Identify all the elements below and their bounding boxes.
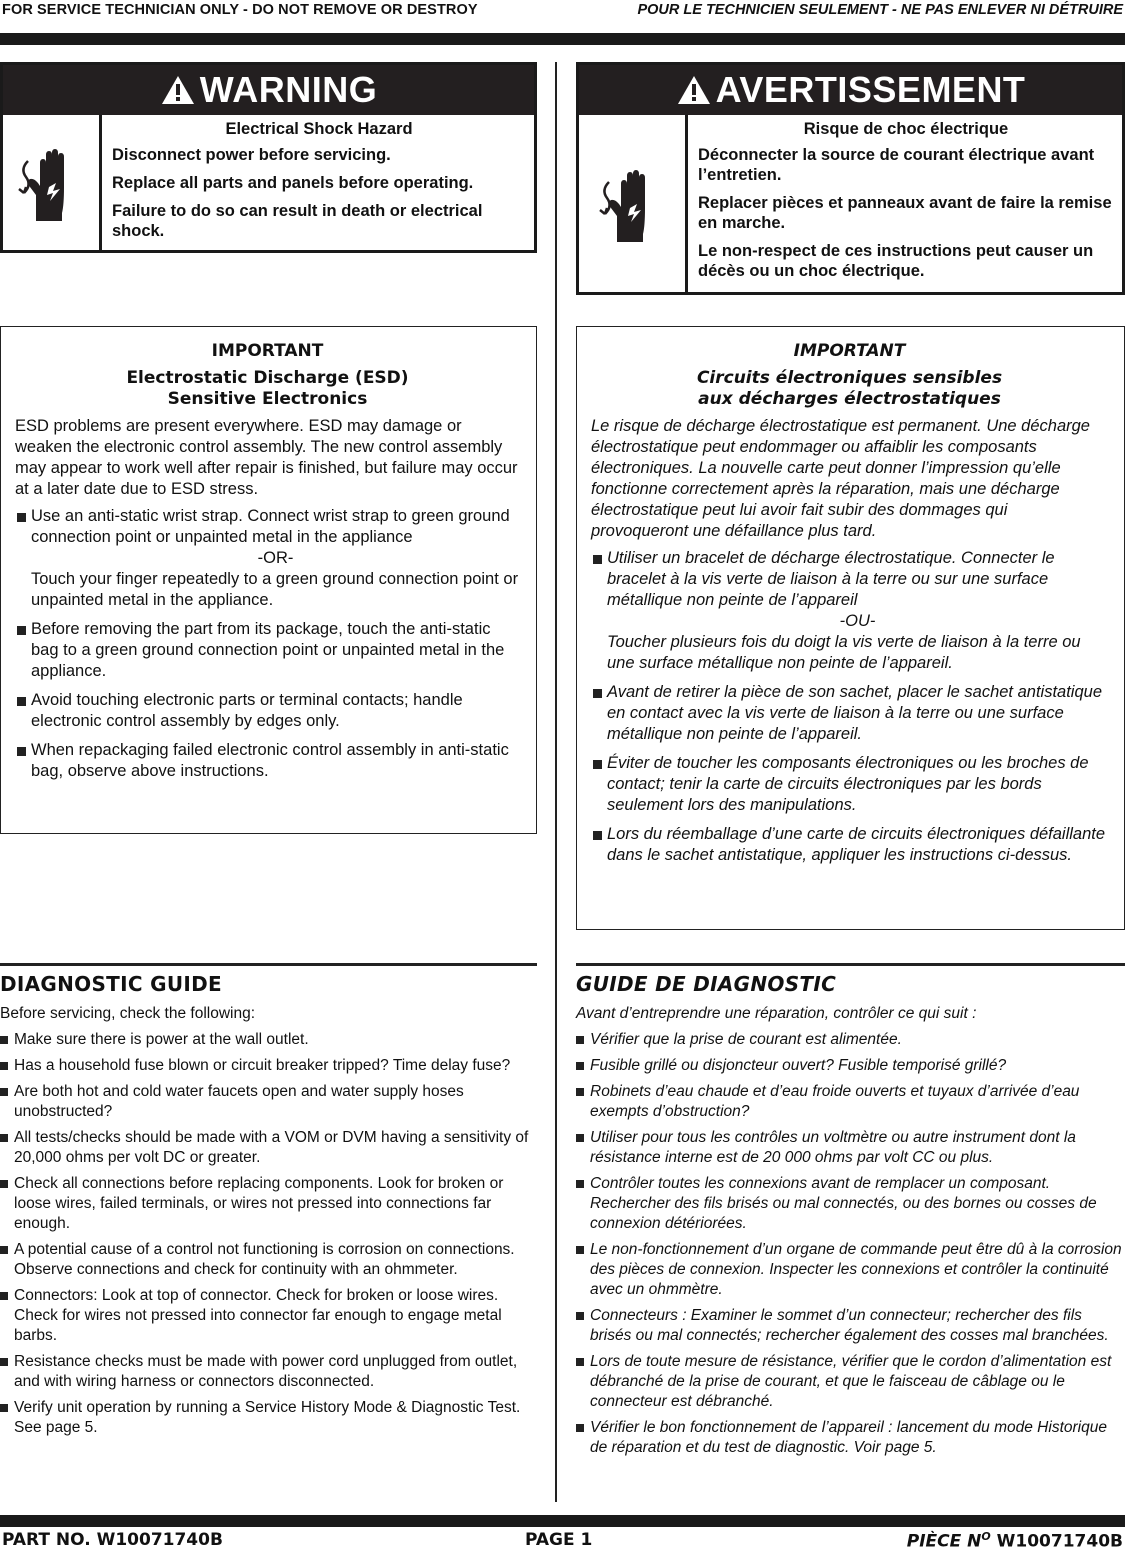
diagnostic-guide-fr [576, 963, 1125, 1464]
important-subtitle-1-fr: Circuits électroniques sensibles [696, 368, 1003, 388]
esd-bullet-3: Avoid touching electronic parts or terminal contacts; handle electronic control assembly by edges only. [15, 690, 520, 732]
footer-rule [0, 1515, 1125, 1527]
diag-item-fr: Utiliser pour tous les contrôles un voltmètre ou autre instrument dont la résistance interne est de 20 000 ohms par volt CC ou plus. [576, 1128, 1125, 1168]
diag-item: Connectors: Look at top of connector. Check for broken or loose wires. Check for wires not pressed into connector far enough to engage metal barbs. [0, 1286, 537, 1346]
part-number: PART NO. W10071740B [2, 1530, 223, 1550]
diagnostic-guide-title: DIAGNOSTIC GUIDE [0, 972, 222, 996]
electric-shock-hand-icon [597, 164, 667, 244]
diag-item: Has a household fuse blown or circuit breaker tripped? Time delay fuse? [0, 1056, 537, 1076]
diagnostic-guide-title-fr: GUIDE DE DIAGNOSTIC [576, 972, 837, 996]
diag-item-fr: Vérifier le bon fonctionnement de l’appareil : lancement du mode Historique de réparation et du test de diagnostic. Voir page 5. [576, 1418, 1125, 1458]
diag-item-fr: Le non-fonctionnement d’un organe de commande peut être dû à la corrosion des pièces de connexion. Inspecter les connexions et contrôler la continuité avec un ohmmètre. [576, 1240, 1125, 1300]
important-intro: ESD problems are present everywhere. ESD may damage or weaken the electronic control assembly. The new control assembly may appear to work well after repair is finished, but failure may occur at a later date due to ESD stress. [15, 417, 518, 498]
service-note-fr: POUR LE TECHNICIEN SEULEMENT - NE PAS ENLEVER NI DÉTRUIRE [637, 2, 1123, 18]
shock-hazard-icon-cell-fr [579, 115, 688, 292]
diag-item: Resistance checks must be made with power cord unplugged from outlet, and with wiring harness or connectors disconnected. [0, 1352, 537, 1392]
warning-hazard-heading: Electrical Shock Hazard [225, 120, 413, 138]
avertissement-line-2: Replacer pièces et panneaux avant de faire la remise en marche. [698, 194, 1112, 232]
warning-box-en [0, 62, 537, 253]
diag-item-fr: Connecteurs : Examiner le sommet d’un connecteur; rechercher des fils brisés ou mal connectés; rechercher également des cosses mal branchées. [576, 1306, 1125, 1346]
important-intro-fr: Le risque de décharge électrostatique est permanent. Une décharge électrostatique peut endommager ou affaiblir les composants électroniques. La nouvelle carte peut donner l’impression qu’elle fonctionne correctement après la réparation, mais une décharge électrostatique peut lui avoir fait subir des dommages qui provoqueront une défaillance plus tard. [591, 417, 1090, 540]
diag-item: A potential cause of a control not functioning is corrosion on connections. Observe connections and check for continuity with an ohmmeter. [0, 1240, 537, 1280]
esd-bullet-1-fr [591, 548, 1108, 674]
part-number-fr-prefix: PIÈCE N [906, 1531, 982, 1552]
esd-bullet-1a-fr: Utiliser un bracelet de décharge électrostatique. Connecter le bracelet à la vis verte de liaison à la terre ou sur une surface métallique non peinte de l’appareil [607, 549, 1055, 609]
warning-title-bar [3, 65, 534, 115]
diag-item-fr: Fusible grillé ou disjoncteur ouvert? Fusible temporisé grillé? [576, 1056, 1125, 1076]
important-title-fr: IMPORTANT [793, 341, 906, 361]
diag-item-fr: Contrôler toutes les connexions avant de remplacer un composant. Rechercher des fils brisés ou mal connectés, ou des bornes ou cosses de connexion détériorées. [576, 1174, 1125, 1234]
esd-bullet-2-fr: Avant de retirer la pièce de son sachet, placer le sachet antistatique en contact avec la vis verte de liaison à la terre ou une surface métallique non peinte de l’appareil. [591, 682, 1108, 745]
esd-bullet-2: Before removing the part from its package, touch the anti-static bag to a green ground connection point or unpainted metal in the appliance. [15, 619, 520, 682]
shock-hazard-icon-cell [3, 115, 102, 250]
header-rule [0, 33, 1125, 45]
part-number-fr-sup: O [981, 1530, 991, 1543]
esd-bullet-1b: Touch your finger repeatedly to a green ground connection point or unpainted metal in the appliance. [31, 570, 519, 609]
important-subtitle-1: Electrostatic Discharge (ESD) [126, 368, 409, 388]
diag-item: Verify unit operation by running a Service History Mode & Diagnostic Test. See page 5. [0, 1398, 537, 1438]
diag-item-fr: Lors de toute mesure de résistance, vérifier que le cordon d’alimentation est débranché de la prise de courant, et que le faisceau de câblage ou le connecteur est débranché. [576, 1352, 1125, 1412]
esd-bullet-1 [15, 506, 520, 611]
diagnostic-intro-fr: Avant d’entreprendre une réparation, contrôler ce qui suit : [576, 1005, 977, 1022]
warning-box-fr [576, 62, 1125, 295]
diag-item-fr: Robinets d’eau chaude et d’eau froide ouverts et tuyaux d’arrivée d’eau exempts d’obstruction? [576, 1082, 1125, 1122]
electric-shock-hand-icon [16, 143, 86, 223]
diag-item: Check all connections before replacing components. Look for broken or loose wires, failed terminals, or wires not pressed into connections far enough. [0, 1174, 537, 1234]
esd-or-separator: -OR- [257, 549, 294, 567]
warning-line-3: Failure to do so can result in death or electrical shock. [112, 202, 483, 240]
warning-line-1: Disconnect power before servicing. [112, 146, 391, 164]
warning-triangle-icon [160, 74, 196, 106]
important-title: IMPORTANT [211, 341, 324, 361]
diagnostic-guide-en [0, 963, 537, 1444]
section-rule [576, 963, 1125, 966]
esd-bullet-3-fr: Éviter de toucher les composants électroniques ou les broches de contact; tenir la carte de circuits électroniques par les bords seulement lors des manipulations. [591, 753, 1108, 816]
important-subtitle-2: Sensitive Electronics [167, 389, 368, 409]
service-note-en: FOR SERVICE TECHNICIAN ONLY - DO NOT REMOVE OR DESTROY [2, 2, 478, 18]
important-esd-box-fr [576, 326, 1125, 930]
column-divider [555, 62, 557, 1502]
avertissement-line-3: Le non-respect de ces instructions peut causer un décès ou un choc électrique. [698, 242, 1094, 280]
part-number-fr [907, 1530, 1123, 1552]
diag-item: Are both hot and cold water faucets open and water supply hoses unobstructed? [0, 1082, 537, 1122]
esd-or-separator-fr: -OU- [839, 612, 876, 630]
avertissement-line-1: Déconnecter la source de courant électrique avant l’entretien. [698, 146, 1095, 184]
esd-bullet-4-fr: Lors du réemballage d’une carte de circuits électroniques défaillante dans le sachet antistatique, appliquer les instructions ci-dessus. [591, 824, 1108, 866]
warning-line-2: Replace all parts and panels before operating. [112, 174, 474, 192]
warning-title: WARNING [199, 69, 378, 110]
avertissement-title-bar [579, 65, 1122, 115]
section-rule [0, 963, 537, 966]
diag-item-fr: Vérifier que la prise de courant est alimentée. [576, 1030, 1125, 1050]
warning-triangle-icon [676, 74, 712, 106]
diagnostic-intro: Before servicing, check the following: [0, 1005, 256, 1022]
diag-item: Make sure there is power at the wall outlet. [0, 1030, 537, 1050]
important-subtitle-2-fr: aux décharges électrostatiques [698, 389, 1001, 409]
page-number: PAGE 1 [525, 1530, 593, 1550]
avertissement-hazard-heading: Risque de choc électrique [803, 120, 1009, 138]
esd-bullet-1a: Use an anti-static wrist strap. Connect wrist strap to green ground connection point or unpainted metal in the appliance [31, 507, 510, 546]
esd-bullet-1b-fr: Toucher plusieurs fois du doigt la vis verte de liaison à la terre ou une surface métallique non peinte de l’appareil. [607, 633, 1081, 672]
diag-item: All tests/checks should be made with a VOM or DVM having a sensitivity of 20,000 ohms per volt DC or greater. [0, 1128, 537, 1168]
important-esd-box-en [0, 326, 537, 834]
part-number-fr-suffix: W10071740B [990, 1531, 1123, 1552]
avertissement-title: AVERTISSEMENT [715, 69, 1026, 110]
esd-bullet-4: When repackaging failed electronic control assembly in anti-static bag, observe above instructions. [15, 740, 520, 782]
